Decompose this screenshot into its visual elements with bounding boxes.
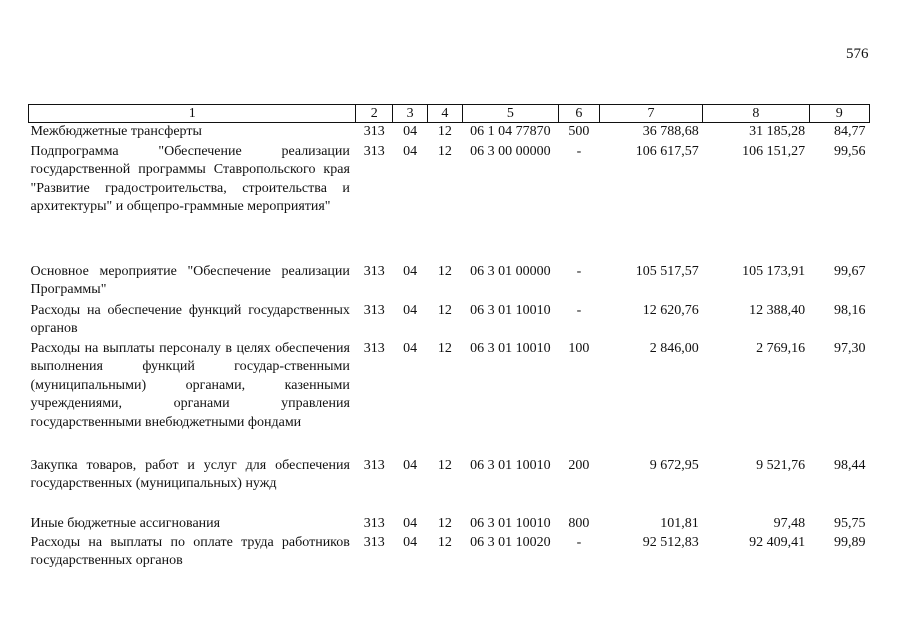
cell-value-7: 36 788,68 <box>642 124 699 139</box>
cell-code-3: 04 <box>403 457 418 473</box>
cell-code-5: 06 3 01 00000 <box>470 263 551 279</box>
row-name: Расходы на обеспечение функций государственных органов <box>30 302 350 336</box>
cell-value-9: 98,16 <box>834 302 866 318</box>
header-cell: 7 <box>599 105 702 123</box>
table-row <box>29 340 870 457</box>
header-cell: 3 <box>393 105 428 123</box>
header-cell: 4 <box>428 105 463 123</box>
header-cell: 8 <box>703 105 809 123</box>
cell-code-2: 313 <box>363 515 385 531</box>
page-number: 576 <box>846 46 869 62</box>
cell-value-7: 106 617,57 <box>635 143 699 159</box>
cell-code-5: 06 3 00 00000 <box>470 143 551 159</box>
cell-code-4: 12 <box>437 515 452 531</box>
cell-code-4: 12 <box>437 263 452 279</box>
cell-code-3: 04 <box>403 515 418 531</box>
row-name: Межбюджетные трансферты <box>30 124 202 139</box>
cell-code-5: 06 3 01 10020 <box>470 534 551 550</box>
cell-value-9: 98,44 <box>834 457 866 473</box>
cell-value-7: 92 512,83 <box>642 534 699 550</box>
cell-code-6: 500 <box>568 124 590 139</box>
table-row <box>29 302 870 340</box>
header-row <box>29 105 870 123</box>
table-row <box>29 457 870 515</box>
cell-code-4: 12 <box>437 457 452 473</box>
cell-code-5: 06 3 01 10010 <box>470 515 551 531</box>
cell-code-2: 313 <box>363 457 385 473</box>
header-cell: 2 <box>356 105 393 123</box>
cell-value-8: 12 388,40 <box>749 302 806 318</box>
table-row <box>29 534 870 572</box>
cell-code-2: 313 <box>363 302 385 318</box>
cell-code-5: 06 1 04 77870 <box>470 124 551 139</box>
cell-code-2: 313 <box>363 340 385 356</box>
row-name: Закупка товаров, работ и услуг для обеспечения государственных (муниципальных) нужд <box>30 457 350 491</box>
cell-code-2: 313 <box>363 263 385 279</box>
cell-code-6: - <box>576 143 582 159</box>
cell-code-5: 06 3 01 10010 <box>470 457 551 473</box>
cell-code-4: 12 <box>437 302 452 318</box>
cell-value-7: 101,81 <box>660 515 699 531</box>
cell-code-3: 04 <box>403 534 418 550</box>
cell-code-3: 04 <box>403 124 418 139</box>
cell-value-7: 2 846,00 <box>649 340 699 356</box>
cell-value-7: 9 672,95 <box>649 457 699 473</box>
cell-code-6: - <box>576 534 582 550</box>
row-name: Расходы на выплаты персоналу в целях обеспечения выполнения функций государ-ственными (муниципальными) органами, казенными учреждениями, органами управления государственными внебюджетными фондами <box>30 340 350 430</box>
header-cell: 5 <box>462 105 558 123</box>
cell-value-9: 99,67 <box>834 263 866 279</box>
cell-value-8: 2 769,16 <box>756 340 806 356</box>
cell-value-8: 105 173,91 <box>742 263 806 279</box>
row-name: Основное мероприятие "Обеспечение реализации Программы" <box>30 263 350 297</box>
row-name: Иные бюджетные ассигнования <box>30 515 221 531</box>
cell-code-5: 06 3 01 10010 <box>470 340 551 356</box>
cell-value-8: 106 151,27 <box>742 143 806 159</box>
cell-value-8: 92 409,41 <box>749 534 806 550</box>
cell-value-8: 97,48 <box>773 515 806 531</box>
table-body <box>29 123 870 572</box>
header-cell: 6 <box>558 105 599 123</box>
table-row <box>29 143 870 263</box>
header-cell: 9 <box>809 105 869 123</box>
cell-code-6: 100 <box>568 340 590 356</box>
cell-value-9: 95,75 <box>834 515 866 531</box>
cell-code-4: 12 <box>437 143 452 159</box>
budget-table <box>28 104 870 572</box>
table-row <box>29 123 870 143</box>
cell-value-9: 97,30 <box>834 340 866 356</box>
row-name: Расходы на выплаты по оплате труда работников государственных органов <box>30 534 350 568</box>
cell-code-6: - <box>576 302 582 318</box>
cell-code-6: - <box>576 263 582 279</box>
cell-code-4: 12 <box>437 340 452 356</box>
cell-code-2: 313 <box>363 534 385 550</box>
cell-value-9: 84,77 <box>834 124 866 139</box>
cell-code-6: 200 <box>568 457 590 473</box>
cell-value-7: 105 517,57 <box>635 263 699 279</box>
cell-code-3: 04 <box>403 340 418 356</box>
cell-value-7: 12 620,76 <box>642 302 699 318</box>
cell-code-3: 04 <box>403 302 418 318</box>
cell-code-2: 313 <box>363 143 385 159</box>
cell-code-6: 800 <box>568 515 590 531</box>
cell-value-8: 9 521,76 <box>756 457 806 473</box>
table-header <box>29 105 870 123</box>
row-name: Подпрограмма "Обеспечение реализации государственной программы Ставропольского края "Развитие градостроительства, строительства и архитектуры" и общепро-граммные мероприятия" <box>30 143 350 214</box>
cell-code-4: 12 <box>437 124 452 139</box>
cell-code-3: 04 <box>403 143 418 159</box>
cell-code-4: 12 <box>437 534 452 550</box>
cell-value-8: 31 185,28 <box>749 124 806 139</box>
cell-value-9: 99,89 <box>834 534 866 550</box>
cell-value-9: 99,56 <box>834 143 866 159</box>
table-row <box>29 515 870 534</box>
cell-code-3: 04 <box>403 263 418 279</box>
cell-code-5: 06 3 01 10010 <box>470 302 551 318</box>
cell-code-2: 313 <box>363 124 385 139</box>
header-cell: 1 <box>29 105 356 123</box>
table-row <box>29 263 870 302</box>
